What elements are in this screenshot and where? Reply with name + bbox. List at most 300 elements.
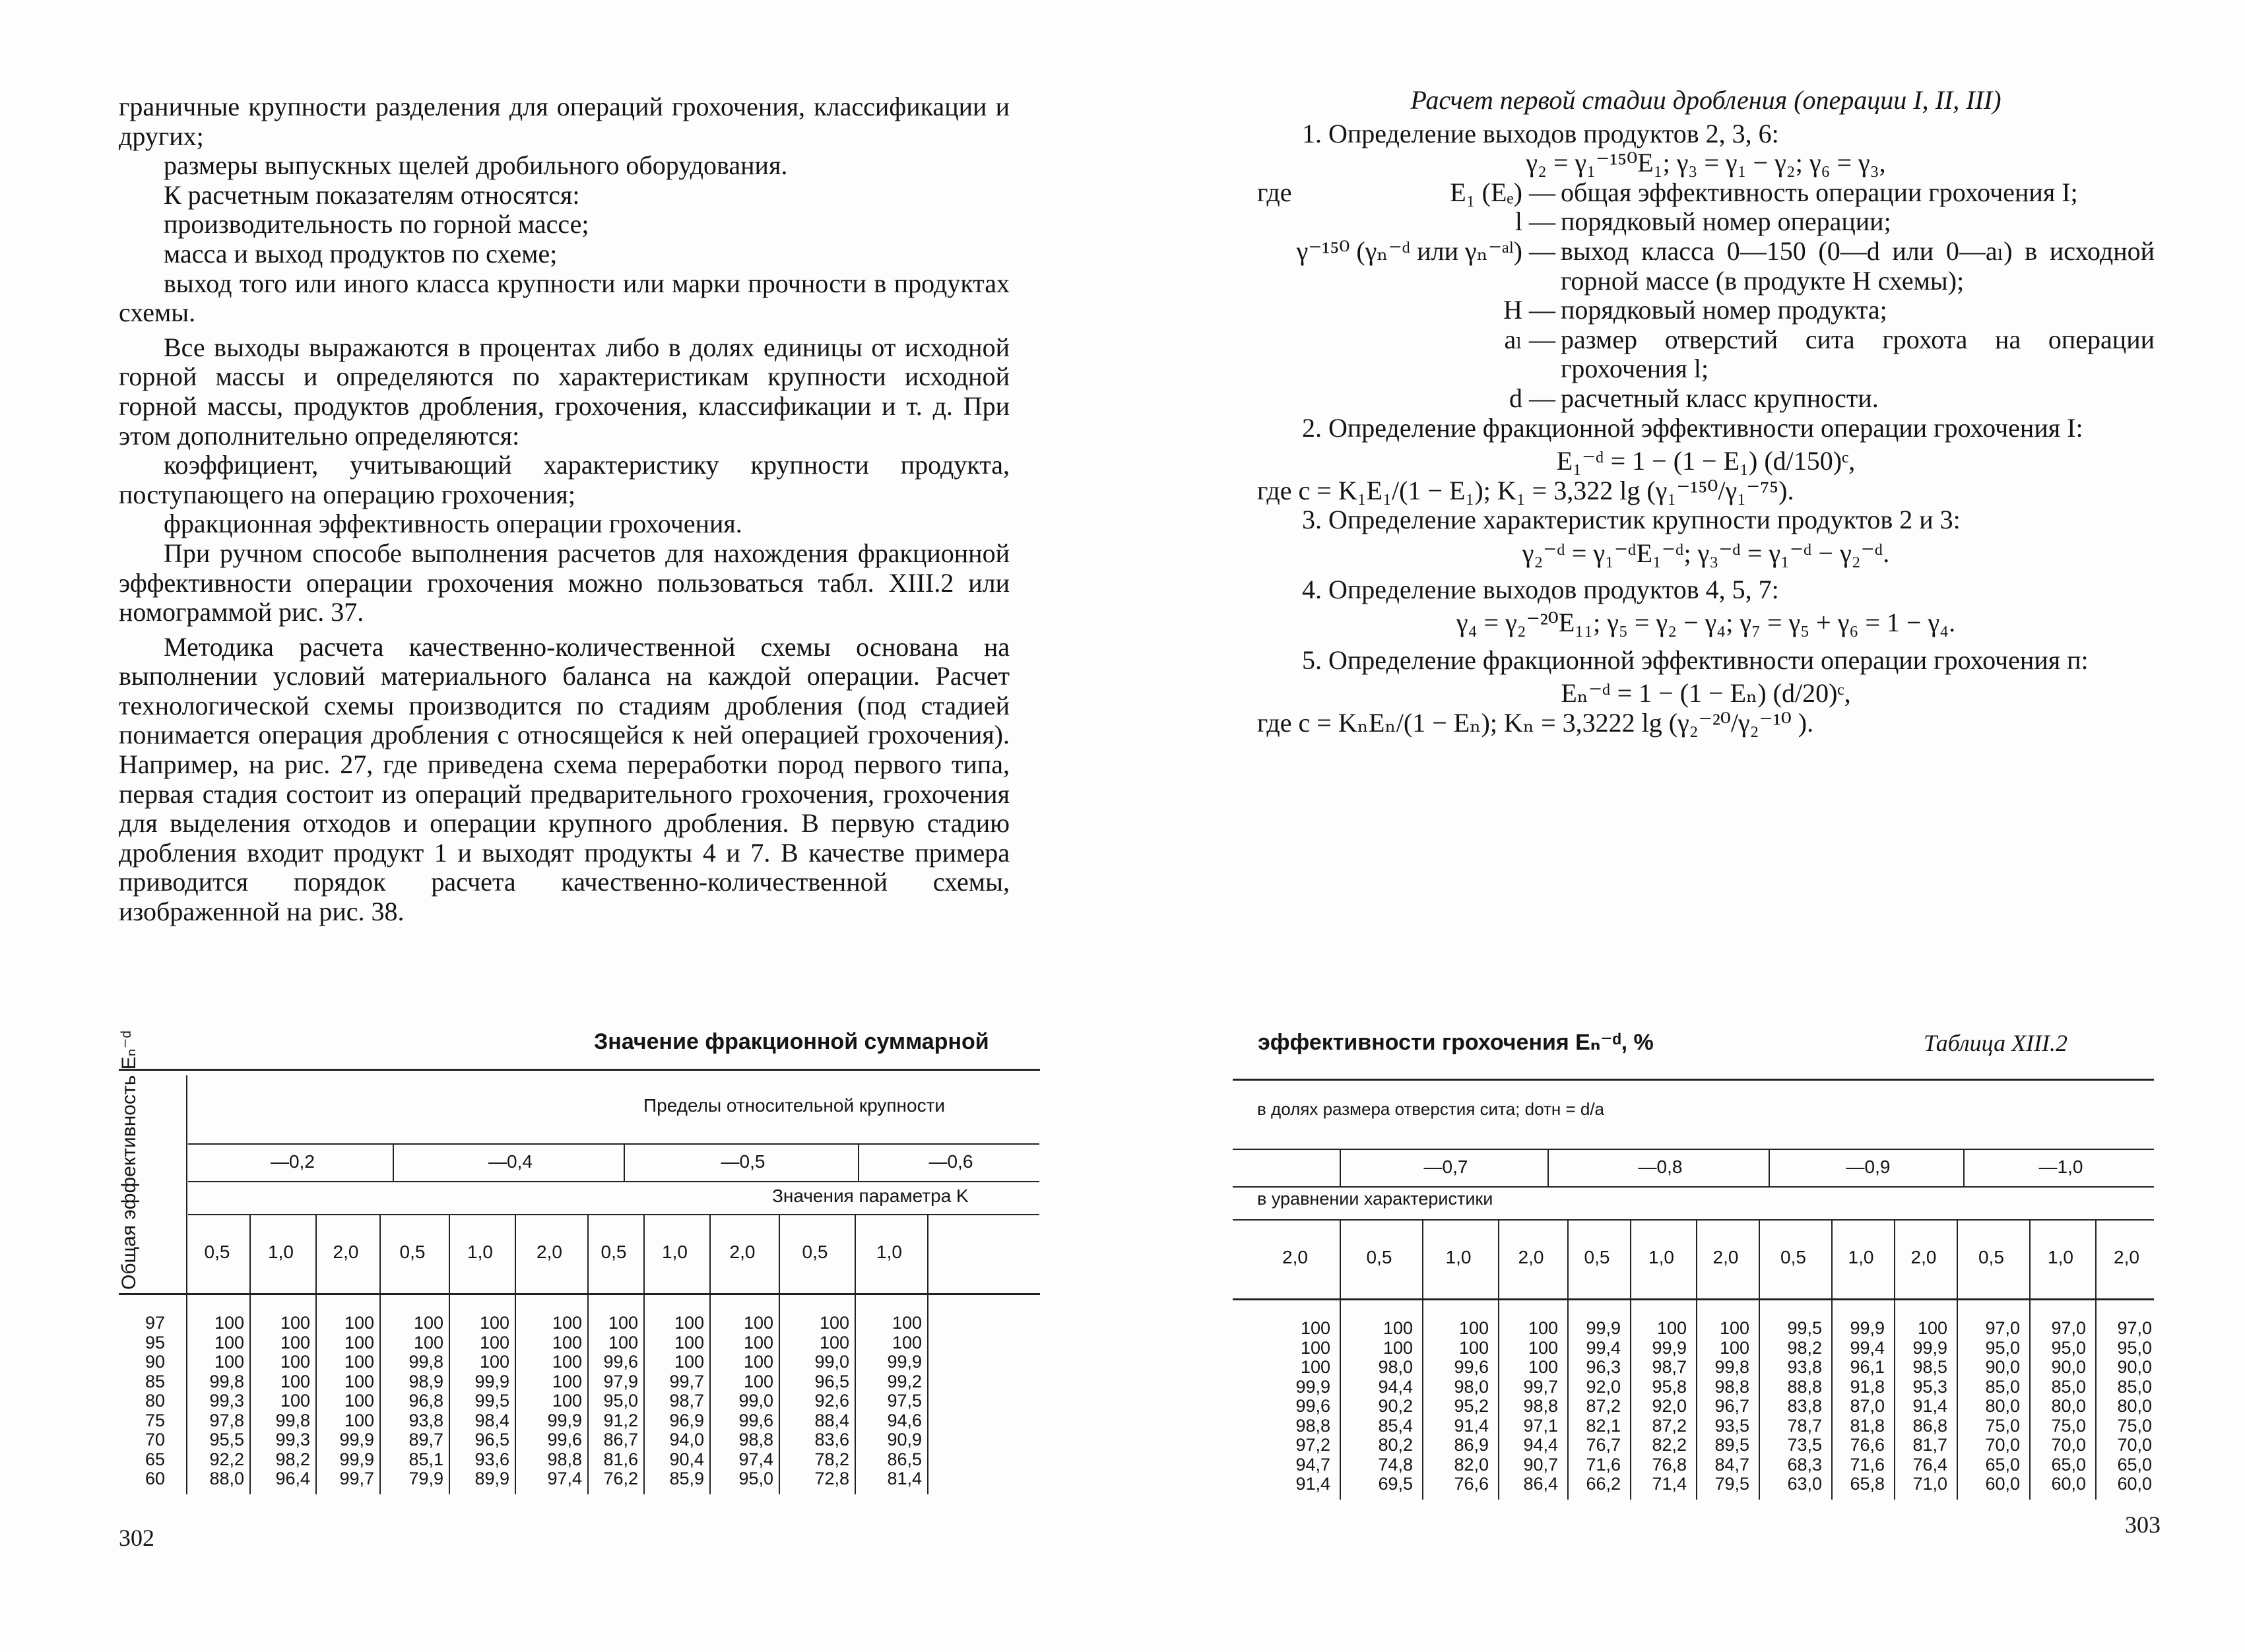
- row-label: 65: [145, 1449, 165, 1469]
- table-cell: 96,5: [474, 1430, 509, 1449]
- rule-line: [1233, 1149, 2154, 1150]
- table-cell: 100: [608, 1332, 638, 1352]
- rule-line: [1233, 1298, 2154, 1300]
- step-4: 4. Определение выходов продуктов 4, 5, 7:: [1302, 574, 1779, 604]
- table-cell: 100: [552, 1313, 582, 1333]
- table-cell: 90,2: [1378, 1396, 1413, 1416]
- k-value: 1,0: [467, 1242, 493, 1262]
- table-cell: 100: [674, 1352, 704, 1372]
- table-cell: 100: [344, 1371, 374, 1391]
- table-cell: 100: [1917, 1318, 1947, 1338]
- def-term: d —: [1509, 383, 1555, 413]
- table-cell: 85,0: [2117, 1376, 2152, 1397]
- table-cell: 99,7: [339, 1469, 374, 1488]
- table-cell: 99,9: [339, 1449, 374, 1469]
- table-cell: 99,9: [887, 1352, 922, 1372]
- table-cell: 63,0: [1787, 1474, 1822, 1494]
- table-cell: 97,0: [2117, 1318, 2152, 1338]
- rule-line: [393, 1143, 394, 1181]
- def-text: порядковый номер продукта;: [1561, 295, 1887, 325]
- table-caption-left: Значение фракционной суммарной: [594, 1029, 989, 1054]
- table-cell: 95,3: [1912, 1376, 1947, 1397]
- table-cell: 76,8: [1652, 1454, 1687, 1475]
- step-1: 1. Определение выходов продуктов 2, 3, 6:: [1302, 118, 1779, 148]
- table-cell: 100: [280, 1391, 310, 1411]
- k-value: 2,0: [1910, 1247, 1937, 1267]
- table-cell: 86,9: [1454, 1435, 1489, 1455]
- table-cell: 71,4: [1652, 1474, 1687, 1494]
- table-cell: 82,1: [1586, 1415, 1621, 1436]
- table-cell: 93,8: [408, 1410, 443, 1430]
- table-cell: 99,6: [738, 1410, 773, 1430]
- table-cell: 98,8: [1295, 1415, 1330, 1436]
- table-cell: 86,7: [603, 1430, 638, 1449]
- table-cell: 98,4: [474, 1410, 509, 1430]
- formula-2-where: где c = K₁E₁/(1 − E₁); K₁ = 3,322 lg (γ₁⁻¹⁵⁰/γ₁⁻⁷⁵).: [1257, 475, 1794, 505]
- rule-line: [1233, 1186, 2154, 1188]
- formula-5-where: где c = KₙEₙ/(1 − Eₙ); Kₙ = 3,3222 lg (γ₂⁻²⁰/γ₂⁻¹⁰ ).: [1257, 707, 1814, 738]
- rule-line: [1769, 1149, 1770, 1186]
- row-label: 75: [145, 1410, 165, 1430]
- row-label: 90: [145, 1352, 165, 1372]
- formula-5: Eₙ⁻ᵈ = 1 − (1 − Eₙ) (d/20)ᶜ,: [1561, 678, 1851, 709]
- paragraph: выход того или иного класса крупности или марки прочности в продуктах схемы.: [119, 268, 1010, 328]
- rule-line: [379, 1214, 381, 1494]
- param-header-left: Значения параметра K: [772, 1186, 969, 1206]
- k-value: 0,5: [1978, 1247, 2004, 1267]
- table-cell: 90,0: [2051, 1357, 2086, 1377]
- table-cell: 100: [344, 1313, 374, 1333]
- table-caption-right: эффективности грохочения Eₙ⁻ᵈ, %: [1258, 1030, 1654, 1055]
- group-header: —0,9: [1846, 1157, 1891, 1177]
- table-cell: 68,3: [1787, 1454, 1822, 1475]
- table-cell: 84,7: [1714, 1454, 1749, 1475]
- table-cell: 92,2: [209, 1449, 244, 1469]
- paragraph: Все выходы выражаются в процентах либо в долях единицы от исходной горной массы и определяются по характеристикам крупности исходной горной массы, продуктов дробления, грохочения, классификации и т. д. При этом дополнительно определяются:: [119, 332, 1010, 451]
- table-cell: 97,5: [887, 1391, 922, 1411]
- table-cell: 99,6: [603, 1352, 638, 1372]
- k-value: 0,5: [1584, 1247, 1610, 1267]
- table-cell: 97,4: [738, 1449, 773, 1469]
- table-cell: 93,6: [474, 1449, 509, 1469]
- table-cell: 85,9: [669, 1469, 704, 1488]
- rule-line: [643, 1214, 645, 1494]
- table-cell: 99,8: [408, 1352, 443, 1372]
- table-cell: 75,0: [2051, 1415, 2086, 1436]
- table-cell: 97,0: [1985, 1318, 2020, 1338]
- paragraph: К расчетным показателям относятся:: [164, 179, 580, 210]
- table-cell: 100: [1300, 1357, 1330, 1377]
- table-cell: 100: [479, 1352, 509, 1372]
- table-cell: 100: [413, 1332, 443, 1352]
- table-cell: 98,8: [1714, 1376, 1749, 1397]
- def-text: выход класса 0—150 (0—d или 0—aₗ) в исходной горной массе (в продукте H схемы);: [1561, 236, 2155, 296]
- formula-3: γ₂⁻ᵈ = γ₁⁻ᵈE₁⁻ᵈ; γ₃⁻ᵈ = γ₁⁻ᵈ − γ₂⁻ᵈ.: [1522, 538, 1890, 568]
- row-label: 95: [145, 1332, 165, 1352]
- table-cell: 73,5: [1787, 1435, 1822, 1455]
- rule-line: [186, 1075, 187, 1494]
- table-cell: 94,4: [1378, 1376, 1413, 1397]
- table-cell: 76,6: [1850, 1435, 1885, 1455]
- right-text-column: [1257, 86, 2155, 738]
- table-cell: 98,5: [1912, 1357, 1947, 1377]
- table-cell: 98,9: [408, 1371, 443, 1391]
- table-cell: 98,8: [547, 1449, 582, 1469]
- table-cell: 71,6: [1586, 1454, 1621, 1475]
- k-value: 1,0: [876, 1242, 902, 1262]
- table-cell: 99,6: [1295, 1396, 1330, 1416]
- table-cell: 100: [674, 1332, 704, 1352]
- table-cell: 99,3: [275, 1430, 310, 1449]
- def-term: l —: [1514, 206, 1555, 237]
- table-cell: 100: [280, 1352, 310, 1372]
- paragraph: фракционная эффективность операции грохочения.: [164, 509, 742, 539]
- table-cell: 76,4: [1912, 1454, 1947, 1475]
- rule-line: [624, 1143, 625, 1181]
- table-cell: 60,0: [1985, 1474, 2020, 1494]
- paragraph: размеры выпускных щелей дробильного оборудования.: [164, 150, 788, 181]
- k-value: 1,0: [1648, 1247, 1674, 1267]
- table-cell: 92,0: [1586, 1376, 1621, 1397]
- table-cell: 76,7: [1586, 1435, 1621, 1455]
- table-cell: 93,8: [1787, 1357, 1822, 1377]
- table-cell: 98,2: [1787, 1337, 1822, 1358]
- rule-line: [2029, 1219, 2031, 1500]
- table-cell: 93,5: [1714, 1415, 1749, 1436]
- table-cell: 100: [1300, 1337, 1330, 1358]
- super-header-right: в долях размера отверстия сита; dотн = d/a: [1257, 1099, 1605, 1119]
- table-cell: 100: [1458, 1318, 1489, 1338]
- row-label: 85: [145, 1371, 165, 1391]
- section-heading: Расчет первой стадии дробления (операции I, II, III): [1410, 85, 2001, 115]
- paragraph: коэффициент, учитывающий характеристику крупности продукта, поступающего на операцию грохочения;: [119, 450, 1010, 509]
- rule-line: [1957, 1219, 1958, 1500]
- table-cell: 87,2: [1652, 1415, 1687, 1436]
- table-cell: 100: [892, 1332, 922, 1352]
- table-cell: 90,9: [887, 1430, 922, 1449]
- table-cell: 81,7: [1912, 1435, 1947, 1455]
- table-cell: 100: [1458, 1337, 1489, 1358]
- table-cell: 60,0: [2117, 1474, 2152, 1494]
- param-header-right: в уравнении характеристики: [1257, 1189, 1493, 1209]
- table-cell: 88,4: [814, 1410, 849, 1430]
- table-cell: 72,8: [814, 1469, 849, 1488]
- rule-line: [1630, 1219, 1631, 1500]
- table-cell: 99,7: [1523, 1376, 1558, 1397]
- rule-line: [1498, 1219, 1499, 1500]
- rule-line: [1547, 1149, 1549, 1186]
- table-cell: 70,0: [2051, 1435, 2086, 1455]
- rule-line: [119, 1293, 1040, 1295]
- table-cell: 85,0: [1985, 1376, 2020, 1397]
- group-header: —1,0: [2038, 1157, 2083, 1177]
- table-cell: 96,5: [814, 1371, 849, 1391]
- table-cell: 99,4: [1850, 1337, 1885, 1358]
- table-top-rule: [1233, 1079, 2154, 1081]
- super-header-left: Пределы относительной крупности: [643, 1095, 946, 1116]
- table-cell: 96,9: [669, 1410, 704, 1430]
- rule-line: [249, 1214, 251, 1494]
- table-cell: 100: [1528, 1318, 1558, 1338]
- table-cell: 100: [743, 1352, 773, 1372]
- table-cell: 100: [214, 1313, 244, 1333]
- table-cell: 85,0: [2051, 1376, 2086, 1397]
- paragraph: Методика расчета качественно-количественной схемы основана на выполнении условий материального баланса на каждой операции. Расчет технологической схемы производится по стадиям дробления (под стадией понимается операция дробления с относящейся к ней операцией грохочения). Например, на рис. 27, где приведена схема переработки пород первого типа, первая стадия состоит из операций предварительного грохочения, грохочения для выделения отходов и операции крупного дробления. В первую стадию дробления входит продукт 1 и выходят продукты 4 и 7. В качестве примера приводится порядок расчета качественно-количественной схемы, изображенной на рис. 38.: [119, 631, 1010, 927]
- table-cell: 95,0: [2117, 1337, 2152, 1358]
- group-header: —0,5: [721, 1151, 765, 1172]
- table-cell: 75,0: [2117, 1415, 2152, 1436]
- def-text: размер отверстий сита грохота на операции грохочения l;: [1561, 324, 2155, 384]
- table-cell: 99,9: [1652, 1337, 1687, 1358]
- def-term: aₗ —: [1504, 324, 1555, 354]
- table-cell: 91,4: [1295, 1474, 1330, 1494]
- rule-line: [1759, 1219, 1760, 1500]
- row-header: Общая эффективность Eₙ⁻ᵈ: [118, 1031, 140, 1290]
- table-cell: 94,6: [887, 1410, 922, 1430]
- table-cell: 100: [344, 1332, 374, 1352]
- k-value: 2,0: [1518, 1247, 1544, 1267]
- step-2: 2. Определение фракционной эффективности операции грохочения I:: [1302, 412, 2083, 443]
- rule-line: [315, 1214, 317, 1494]
- table-cell: 69,5: [1378, 1474, 1413, 1494]
- table-cell: 97,0: [2051, 1318, 2086, 1338]
- step-3: 3. Определение характеристик крупности продуктов 2 и 3:: [1302, 505, 1961, 535]
- table-cell: 71,6: [1850, 1454, 1885, 1475]
- table-cell: 70,0: [2117, 1435, 2152, 1455]
- table-cell: 94,4: [1523, 1435, 1558, 1455]
- k-value: 0,5: [802, 1242, 828, 1262]
- table-cell: 100: [743, 1371, 773, 1391]
- rule-line: [2095, 1219, 2097, 1500]
- table-cell: 85,4: [1378, 1415, 1413, 1436]
- def-term: γ⁻¹⁵⁰ (γₙ⁻ᵈ или γₙ⁻ᵃˡ) —: [1296, 236, 1555, 266]
- table-cell: 99,2: [887, 1371, 922, 1391]
- table-cell: 92,0: [1652, 1396, 1687, 1416]
- table-cell: 80,0: [2051, 1396, 2086, 1416]
- table-cell: 100: [280, 1371, 310, 1391]
- table-cell: 99,0: [814, 1352, 849, 1372]
- table-cell: 96,7: [1714, 1396, 1749, 1416]
- table-cell: 99,8: [275, 1410, 310, 1430]
- k-value: 1,0: [1445, 1247, 1472, 1267]
- table-cell: 95,0: [1985, 1337, 2020, 1358]
- table-cell: 98,7: [669, 1391, 704, 1411]
- table-cell: 90,4: [669, 1449, 704, 1469]
- table-cell: 87,2: [1586, 1396, 1621, 1416]
- table-cell: 100: [280, 1332, 310, 1352]
- table-cell: 75,0: [1985, 1415, 2020, 1436]
- table-cell: 100: [344, 1352, 374, 1372]
- table-cell: 90,0: [2117, 1357, 2152, 1377]
- rule-line: [515, 1214, 516, 1494]
- table-cell: 85,1: [408, 1449, 443, 1469]
- table-cell: 83,8: [1787, 1396, 1822, 1416]
- table-cell: 100: [1383, 1318, 1413, 1338]
- table-cell: 100: [214, 1332, 244, 1352]
- table-cell: 98,0: [1454, 1376, 1489, 1397]
- table-cell: 100: [552, 1352, 582, 1372]
- table-cell: 99,9: [1850, 1318, 1885, 1338]
- table-cell: 95,0: [603, 1391, 638, 1411]
- table-cell: 66,2: [1586, 1474, 1621, 1494]
- row-label: 80: [145, 1391, 165, 1411]
- rule-line: [1963, 1149, 1965, 1186]
- table-cell: 100: [344, 1391, 374, 1411]
- paragraph: масса и выход продуктов по схеме;: [164, 238, 558, 269]
- table-cell: 96,3: [1586, 1357, 1621, 1377]
- table-cell: 94,0: [669, 1430, 704, 1449]
- table-cell: 89,9: [474, 1469, 509, 1488]
- table-cell: 99,9: [1295, 1376, 1330, 1397]
- def-text: расчетный класс крупности.: [1561, 383, 1879, 413]
- table-cell: 99,0: [738, 1391, 773, 1411]
- table-cell: 100: [819, 1313, 849, 1333]
- k-value: 1,0: [662, 1242, 688, 1262]
- table-cell: 80,0: [2117, 1396, 2152, 1416]
- table-cell: 100: [280, 1313, 310, 1333]
- table-cell: 98,2: [275, 1449, 310, 1469]
- table-cell: 97,4: [547, 1469, 582, 1488]
- table-cell: 100: [479, 1332, 509, 1352]
- table-cell: 86,4: [1523, 1474, 1558, 1494]
- table-cell: 97,1: [1523, 1415, 1558, 1436]
- table-cell: 100: [1528, 1337, 1558, 1358]
- table-cell: 99,7: [669, 1371, 704, 1391]
- table-cell: 95,8: [1652, 1376, 1687, 1397]
- table-cell: 95,0: [738, 1469, 773, 1488]
- table-cell: 94,7: [1295, 1454, 1330, 1475]
- table-cell: 97,2: [1295, 1435, 1330, 1455]
- step-5: 5. Определение фракционной эффективности операции грохочения п:: [1302, 645, 2089, 675]
- table-cell: 99,4: [1586, 1337, 1621, 1358]
- table-cell: 100: [743, 1332, 773, 1352]
- table-cell: 95,0: [2051, 1337, 2086, 1358]
- where-word: где: [1257, 177, 1292, 207]
- k-value: 2,0: [537, 1242, 562, 1262]
- table-cell: 100: [608, 1313, 638, 1333]
- table-cell: 98,8: [1523, 1396, 1558, 1416]
- row-label: 60: [145, 1469, 165, 1488]
- left-text-column: [119, 92, 1010, 927]
- table-cell: 74,8: [1378, 1454, 1413, 1475]
- table-cell: 91,8: [1850, 1376, 1885, 1397]
- k-value: 1,0: [1848, 1247, 1874, 1267]
- table-cell: 99,9: [1586, 1318, 1621, 1338]
- table-cell: 91,4: [1454, 1415, 1489, 1436]
- table-cell: 65,0: [2117, 1454, 2152, 1475]
- table-cell: 99,3: [209, 1391, 244, 1411]
- row-label: 70: [145, 1430, 165, 1449]
- table-cell: 83,6: [814, 1430, 849, 1449]
- k-value: 0,5: [399, 1242, 426, 1262]
- table-cell: 100: [552, 1371, 582, 1391]
- table-cell: 100: [1656, 1318, 1687, 1338]
- table-top-rule: [119, 1069, 1040, 1071]
- table-cell: 100: [1383, 1337, 1413, 1358]
- table-cell: 81,4: [887, 1469, 922, 1488]
- formula-2: E₁⁻ᵈ = 1 − (1 − E₁) (d/150)ᶜ,: [1556, 446, 1856, 476]
- row-label: 97: [145, 1313, 165, 1333]
- def-term: E₁ (Eₑ) —: [1450, 177, 1555, 207]
- table-cell: 88,8: [1787, 1376, 1822, 1397]
- rule-line: [858, 1143, 859, 1181]
- rule-line: [188, 1143, 1039, 1145]
- page-number-left: 302: [119, 1525, 154, 1551]
- table-cell: 99,9: [339, 1430, 374, 1449]
- k-value: 0,5: [601, 1242, 627, 1262]
- rule-line: [1233, 1219, 2154, 1221]
- paragraph: граничные крупности разделения для операций грохочения, классификации и других;: [119, 92, 1010, 151]
- table-cell: 89,5: [1714, 1435, 1749, 1455]
- group-header: —0,8: [1638, 1157, 1683, 1177]
- table-cell: 79,9: [408, 1469, 443, 1488]
- table-cell: 89,7: [408, 1430, 443, 1449]
- table-cell: 97,8: [209, 1410, 244, 1430]
- table-cell: 82,2: [1652, 1435, 1687, 1455]
- k-value: 2,0: [729, 1242, 756, 1262]
- group-header: —0,6: [928, 1151, 973, 1172]
- table-cell: 100: [1719, 1337, 1749, 1358]
- table-cell: 99,6: [1454, 1357, 1489, 1377]
- table-cell: 100: [1719, 1318, 1749, 1338]
- table-cell: 100: [1528, 1357, 1558, 1377]
- k-value: 2,0: [1712, 1247, 1739, 1267]
- table-cell: 76,2: [603, 1469, 638, 1488]
- table-cell: 88,0: [209, 1469, 244, 1488]
- table-cell: 100: [892, 1313, 922, 1333]
- k-value: 1,0: [2048, 1247, 2073, 1267]
- rule-line: [1340, 1219, 1341, 1500]
- table-cell: 100: [1300, 1318, 1330, 1338]
- table-cell: 90,0: [1985, 1357, 2020, 1377]
- table-cell: 86,5: [887, 1449, 922, 1469]
- table-cell: 99,6: [547, 1430, 582, 1449]
- k-value: 2,0: [2114, 1247, 2139, 1267]
- table-cell: 100: [552, 1332, 582, 1352]
- rule-line: [1422, 1219, 1423, 1500]
- table-cell: 96,1: [1850, 1357, 1885, 1377]
- table-cell: 99,8: [209, 1371, 244, 1391]
- table-cell: 76,6: [1454, 1474, 1489, 1494]
- k-value: 0,5: [1780, 1247, 1806, 1267]
- table-cell: 98,8: [738, 1430, 773, 1449]
- k-value: 2,0: [333, 1242, 359, 1262]
- table-cell: 99,5: [1787, 1318, 1822, 1338]
- table-cell: 87,0: [1850, 1396, 1885, 1416]
- table-cell: 80,0: [1985, 1396, 2020, 1416]
- table-cell: 92,6: [814, 1391, 849, 1411]
- table-cell: 60,0: [2051, 1474, 2086, 1494]
- table-cell: 70,0: [1985, 1435, 2020, 1455]
- table-cell: 96,4: [275, 1469, 310, 1488]
- table-cell: 78,7: [1787, 1415, 1822, 1436]
- rule-line: [188, 1181, 1039, 1182]
- page-number-right: 303: [2125, 1511, 2161, 1538]
- k-value: 0,5: [204, 1242, 230, 1262]
- table-cell: 71,0: [1912, 1474, 1947, 1494]
- table-number: Таблица XIII.2: [1924, 1030, 2068, 1056]
- table-cell: 96,8: [408, 1391, 443, 1411]
- formula-4: γ₄ = γ₂⁻²⁰E₁₁; γ₅ = γ₂ − γ₄; γ₇ = γ₅ + γ₆ = 1 − γ₄.: [1456, 608, 1956, 638]
- table-cell: 65,8: [1850, 1474, 1885, 1494]
- def-text: порядковый номер операции;: [1561, 206, 1891, 237]
- def-term: H —: [1503, 295, 1555, 325]
- k-value: 1,0: [268, 1242, 294, 1262]
- rule-line: [927, 1214, 928, 1494]
- table-cell: 86,8: [1912, 1415, 1947, 1436]
- table-cell: 98,0: [1378, 1357, 1413, 1377]
- table-cell: 81,6: [603, 1449, 638, 1469]
